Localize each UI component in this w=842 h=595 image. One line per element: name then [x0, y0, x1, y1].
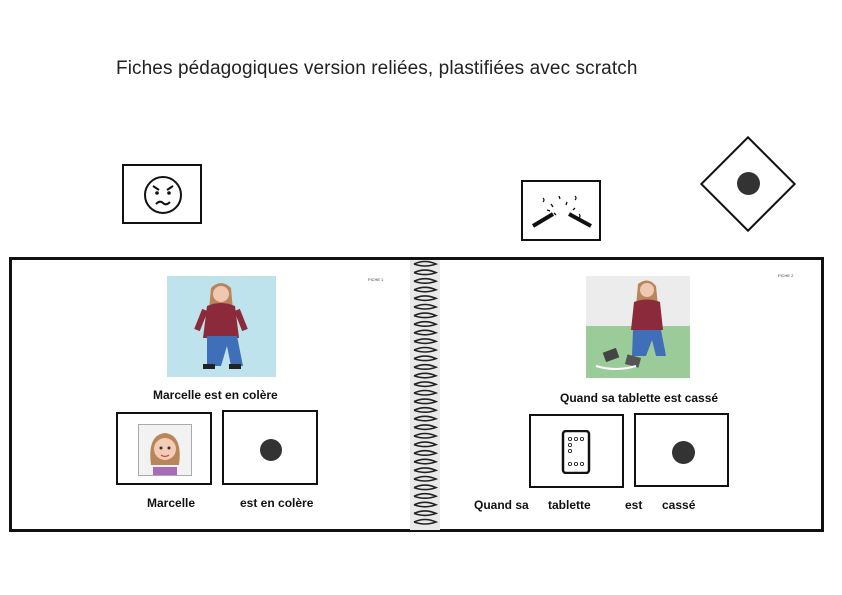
binding-ring — [414, 348, 436, 353]
fiche-number: FICHE 2 — [778, 273, 794, 278]
velcro-dot-icon — [672, 441, 695, 464]
binding-ring — [414, 494, 436, 499]
binding-ring — [414, 313, 436, 318]
girl-broken-tablet-photo — [586, 276, 690, 378]
angry-face-card[interactable] — [122, 164, 202, 224]
velcro-card-right[interactable] — [634, 413, 729, 487]
binding-ring — [414, 270, 436, 275]
binding-ring — [414, 520, 436, 525]
broken-card[interactable] — [521, 180, 601, 241]
binding-ring — [414, 287, 436, 292]
tablet-icon — [561, 430, 591, 474]
binding-ring — [414, 391, 436, 396]
broken-stick-icon — [523, 182, 599, 239]
binding-ring — [414, 485, 436, 490]
word-label: cassé — [662, 498, 696, 512]
velcro-dot-icon — [737, 172, 760, 195]
spiral-binding — [410, 260, 440, 530]
binding-ring — [414, 356, 436, 361]
binding-ring — [414, 296, 436, 301]
girl-angry-photo — [167, 276, 276, 377]
velcro-dot-icon — [260, 439, 282, 461]
binding-ring — [414, 373, 436, 378]
left-caption: Marcelle est en colère — [153, 388, 278, 402]
binding-ring — [414, 425, 436, 430]
binding-ring — [414, 322, 436, 327]
binding-ring — [414, 399, 436, 404]
page-title: Fiches pédagogiques version reliées, plastifiées avec scratch — [116, 58, 638, 79]
binding-ring — [414, 262, 436, 267]
binding-ring — [414, 442, 436, 447]
word-label: tablette — [548, 498, 591, 512]
binding-ring — [414, 459, 436, 464]
binding-ring — [414, 477, 436, 482]
tablet-picto-card[interactable] — [529, 414, 624, 488]
binding-ring — [414, 339, 436, 344]
binding-ring — [414, 416, 436, 421]
word-label: est en colère — [240, 496, 314, 510]
binding-ring — [414, 468, 436, 473]
binding-ring — [414, 382, 436, 387]
girl-portrait-icon — [138, 424, 192, 476]
binding-ring — [414, 434, 436, 439]
word-label: est — [625, 498, 643, 512]
fiche-number: FICHE 1 — [368, 277, 384, 282]
binding-ring — [414, 305, 436, 310]
binding-ring — [414, 279, 436, 284]
word-label: Marcelle — [147, 496, 196, 510]
velcro-diamond-card[interactable] — [700, 136, 796, 232]
binding-ring — [414, 451, 436, 456]
binding-ring — [414, 330, 436, 335]
right-caption: Quand sa tablette est cassé — [560, 391, 719, 405]
marcelle-picto-card[interactable] — [116, 412, 212, 485]
binding-ring — [414, 511, 436, 516]
binding-ring — [414, 365, 436, 370]
velcro-card-left[interactable] — [222, 410, 318, 485]
binding-ring — [414, 502, 436, 507]
angry-face-icon — [124, 166, 200, 222]
binding-ring — [414, 408, 436, 413]
word-label: Quand sa — [474, 498, 529, 512]
